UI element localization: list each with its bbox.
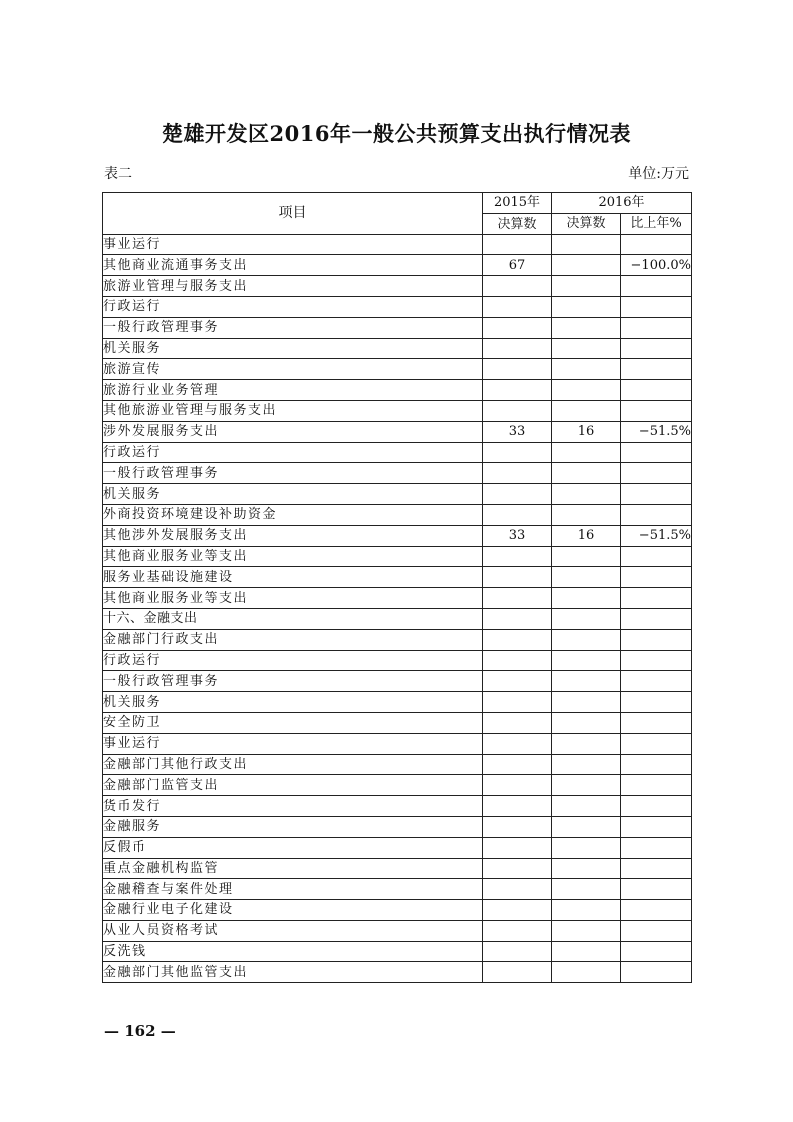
row-value-2016 xyxy=(552,858,621,879)
row-value-2016 xyxy=(552,234,621,255)
row-change-percent xyxy=(621,754,692,775)
row-value-2016 xyxy=(552,920,621,941)
table-row xyxy=(103,588,692,609)
row-value-2016 xyxy=(552,359,621,380)
row-item-name: 金融稽查与案件处理 xyxy=(103,879,483,900)
row-value-2015 xyxy=(483,442,552,463)
row-value-2016 xyxy=(552,546,621,567)
row-item-name: 货币发行 xyxy=(103,796,483,817)
row-item-name: 旅游业管理与服务支出 xyxy=(103,276,483,297)
row-change-percent: −100.0% xyxy=(621,255,692,276)
row-value-2015 xyxy=(483,463,552,484)
row-item-name: 一般行政管理事务 xyxy=(103,317,483,338)
row-change-percent xyxy=(621,900,692,921)
row-change-percent xyxy=(621,504,692,525)
row-item-name: 金融行业电子化建设 xyxy=(103,900,483,921)
row-change-percent xyxy=(621,629,692,650)
row-value-2015 xyxy=(483,837,552,858)
row-change-percent xyxy=(621,400,692,421)
row-change-percent: −51.5% xyxy=(621,421,692,442)
row-value-2015 xyxy=(483,879,552,900)
row-value-2015 xyxy=(483,296,552,317)
row-value-2015 xyxy=(483,484,552,505)
row-value-2016 xyxy=(552,484,621,505)
table-row xyxy=(103,650,692,671)
table-body xyxy=(103,234,692,983)
row-value-2015 xyxy=(483,276,552,297)
table-row xyxy=(103,276,692,297)
row-value-2016 xyxy=(552,588,621,609)
table-row xyxy=(103,837,692,858)
row-item-name: 行政运行 xyxy=(103,650,483,671)
table-row xyxy=(103,338,692,359)
row-change-percent xyxy=(621,671,692,692)
row-value-2016 xyxy=(552,338,621,359)
table-row xyxy=(103,359,692,380)
table-row xyxy=(103,796,692,817)
row-change-percent xyxy=(621,650,692,671)
table-row xyxy=(103,546,692,567)
row-value-2015 xyxy=(483,858,552,879)
row-value-2016 xyxy=(552,400,621,421)
table-row xyxy=(103,380,692,401)
row-item-name: 金融部门行政支出 xyxy=(103,629,483,650)
row-item-name: 其他商业服务业等支出 xyxy=(103,546,483,567)
row-item-name: 事业运行 xyxy=(103,234,483,255)
row-value-2015 xyxy=(483,650,552,671)
table-row xyxy=(103,442,692,463)
table-row xyxy=(103,962,692,983)
row-value-2015 xyxy=(483,608,552,629)
row-item-name: 旅游行业业务管理 xyxy=(103,380,483,401)
table-row xyxy=(103,400,692,421)
row-change-percent xyxy=(621,816,692,837)
row-item-name: 一般行政管理事务 xyxy=(103,463,483,484)
row-value-2015 xyxy=(483,816,552,837)
row-value-2015 xyxy=(483,400,552,421)
page-number: — 162 — xyxy=(104,1022,176,1040)
header-actual-2015: 决算数 xyxy=(483,213,552,234)
row-item-name: 一般行政管理事务 xyxy=(103,671,483,692)
row-value-2015 xyxy=(483,712,552,733)
row-value-2016 xyxy=(552,629,621,650)
table-row xyxy=(103,712,692,733)
table-row xyxy=(103,692,692,713)
header-year-2016: 2016年 xyxy=(552,193,692,214)
table-row xyxy=(103,608,692,629)
table-row xyxy=(103,629,692,650)
row-change-percent xyxy=(621,879,692,900)
row-value-2015 xyxy=(483,504,552,525)
row-value-2016 xyxy=(552,816,621,837)
table-row xyxy=(103,858,692,879)
row-value-2015 xyxy=(483,234,552,255)
row-item-name: 金融部门监管支出 xyxy=(103,775,483,796)
table-row xyxy=(103,484,692,505)
row-change-percent xyxy=(621,588,692,609)
row-change-percent xyxy=(621,567,692,588)
row-item-name: 机关服务 xyxy=(103,484,483,505)
row-item-name: 金融服务 xyxy=(103,816,483,837)
row-item-name: 外商投资环境建设补助资金 xyxy=(103,504,483,525)
table-header xyxy=(103,193,692,235)
budget-table xyxy=(102,192,692,983)
row-value-2016 xyxy=(552,671,621,692)
row-item-name: 事业运行 xyxy=(103,733,483,754)
row-value-2016 xyxy=(552,837,621,858)
row-value-2016 xyxy=(552,567,621,588)
row-value-2015 xyxy=(483,546,552,567)
row-item-name: 从业人员资格考试 xyxy=(103,920,483,941)
row-value-2016 xyxy=(552,504,621,525)
row-item-name: 行政运行 xyxy=(103,442,483,463)
row-change-percent xyxy=(621,920,692,941)
row-value-2016 xyxy=(552,879,621,900)
row-value-2016 xyxy=(552,608,621,629)
row-change-percent xyxy=(621,941,692,962)
row-value-2015 xyxy=(483,900,552,921)
row-value-2016 xyxy=(552,692,621,713)
row-value-2016 xyxy=(552,276,621,297)
header-change: 比上年% xyxy=(621,213,692,234)
row-value-2016 xyxy=(552,442,621,463)
row-change-percent: −51.5% xyxy=(621,525,692,546)
table-row xyxy=(103,879,692,900)
row-value-2016 xyxy=(552,296,621,317)
table-row xyxy=(103,463,692,484)
row-item-name: 金融部门其他监管支出 xyxy=(103,962,483,983)
header-year-2015: 2015年 xyxy=(483,193,552,214)
row-change-percent xyxy=(621,858,692,879)
row-value-2015: 33 xyxy=(483,525,552,546)
row-change-percent xyxy=(621,359,692,380)
row-item-name: 金融部门其他行政支出 xyxy=(103,754,483,775)
table-row xyxy=(103,733,692,754)
row-item-name: 涉外发展服务支出 xyxy=(103,421,483,442)
row-value-2016 xyxy=(552,796,621,817)
row-change-percent xyxy=(621,234,692,255)
table-row xyxy=(103,525,692,546)
row-value-2015 xyxy=(483,962,552,983)
table-row xyxy=(103,567,692,588)
row-change-percent xyxy=(621,837,692,858)
table-row xyxy=(103,775,692,796)
row-value-2015 xyxy=(483,567,552,588)
table-row xyxy=(103,317,692,338)
unit-label: 单位:万元 xyxy=(628,166,689,182)
row-change-percent xyxy=(621,296,692,317)
row-value-2016 xyxy=(552,733,621,754)
row-change-percent xyxy=(621,546,692,567)
row-value-2015 xyxy=(483,775,552,796)
row-change-percent xyxy=(621,442,692,463)
row-change-percent xyxy=(621,962,692,983)
row-value-2015: 33 xyxy=(483,421,552,442)
row-value-2015 xyxy=(483,920,552,941)
row-change-percent xyxy=(621,692,692,713)
row-item-name: 行政运行 xyxy=(103,296,483,317)
row-item-name: 十六、金融支出 xyxy=(103,608,483,629)
row-value-2015 xyxy=(483,941,552,962)
row-value-2016 xyxy=(552,463,621,484)
row-value-2016 xyxy=(552,962,621,983)
table-row xyxy=(103,900,692,921)
table-row xyxy=(103,296,692,317)
row-item-name: 反假币 xyxy=(103,837,483,858)
row-value-2015 xyxy=(483,317,552,338)
row-value-2016 xyxy=(552,380,621,401)
row-value-2016 xyxy=(552,900,621,921)
row-value-2015 xyxy=(483,733,552,754)
table-label: 表二 xyxy=(104,166,132,182)
row-value-2015 xyxy=(483,588,552,609)
row-change-percent xyxy=(621,463,692,484)
row-change-percent xyxy=(621,775,692,796)
row-change-percent xyxy=(621,338,692,359)
row-value-2016 xyxy=(552,255,621,276)
row-value-2015 xyxy=(483,671,552,692)
table-row xyxy=(103,671,692,692)
row-item-name: 其他商业服务业等支出 xyxy=(103,588,483,609)
table-row xyxy=(103,920,692,941)
row-value-2015 xyxy=(483,338,552,359)
row-value-2016 xyxy=(552,754,621,775)
row-item-name: 其他旅游业管理与服务支出 xyxy=(103,400,483,421)
table-row xyxy=(103,754,692,775)
row-change-percent xyxy=(621,484,692,505)
row-change-percent xyxy=(621,733,692,754)
row-value-2016: 16 xyxy=(552,525,621,546)
table-row xyxy=(103,941,692,962)
table-row xyxy=(103,255,692,276)
row-change-percent xyxy=(621,276,692,297)
row-value-2015 xyxy=(483,796,552,817)
row-value-2015 xyxy=(483,380,552,401)
row-value-2016 xyxy=(552,650,621,671)
row-change-percent xyxy=(621,380,692,401)
header-actual-2016: 决算数 xyxy=(552,213,621,234)
table-row xyxy=(103,504,692,525)
row-item-name: 服务业基础设施建设 xyxy=(103,567,483,588)
row-value-2015 xyxy=(483,754,552,775)
row-item-name: 安全防卫 xyxy=(103,712,483,733)
page-title: 楚雄开发区2016年一般公共预算支出执行情况表 xyxy=(162,121,631,146)
row-value-2016 xyxy=(552,775,621,796)
row-item-name: 旅游宣传 xyxy=(103,359,483,380)
row-item-name: 其他商业流通事务支出 xyxy=(103,255,483,276)
table-row xyxy=(103,234,692,255)
row-value-2015 xyxy=(483,692,552,713)
row-item-name: 机关服务 xyxy=(103,338,483,359)
table-row xyxy=(103,816,692,837)
row-value-2015 xyxy=(483,629,552,650)
row-item-name: 机关服务 xyxy=(103,692,483,713)
row-value-2016 xyxy=(552,712,621,733)
row-value-2016 xyxy=(552,941,621,962)
row-value-2015: 67 xyxy=(483,255,552,276)
row-change-percent xyxy=(621,796,692,817)
row-value-2016 xyxy=(552,317,621,338)
row-item-name: 其他涉外发展服务支出 xyxy=(103,525,483,546)
row-change-percent xyxy=(621,712,692,733)
table-row xyxy=(103,421,692,442)
row-item-name: 重点金融机构监管 xyxy=(103,858,483,879)
row-value-2016: 16 xyxy=(552,421,621,442)
row-value-2015 xyxy=(483,359,552,380)
row-item-name: 反洗钱 xyxy=(103,941,483,962)
row-change-percent xyxy=(621,317,692,338)
header-item: 项目 xyxy=(103,193,483,235)
row-change-percent xyxy=(621,608,692,629)
